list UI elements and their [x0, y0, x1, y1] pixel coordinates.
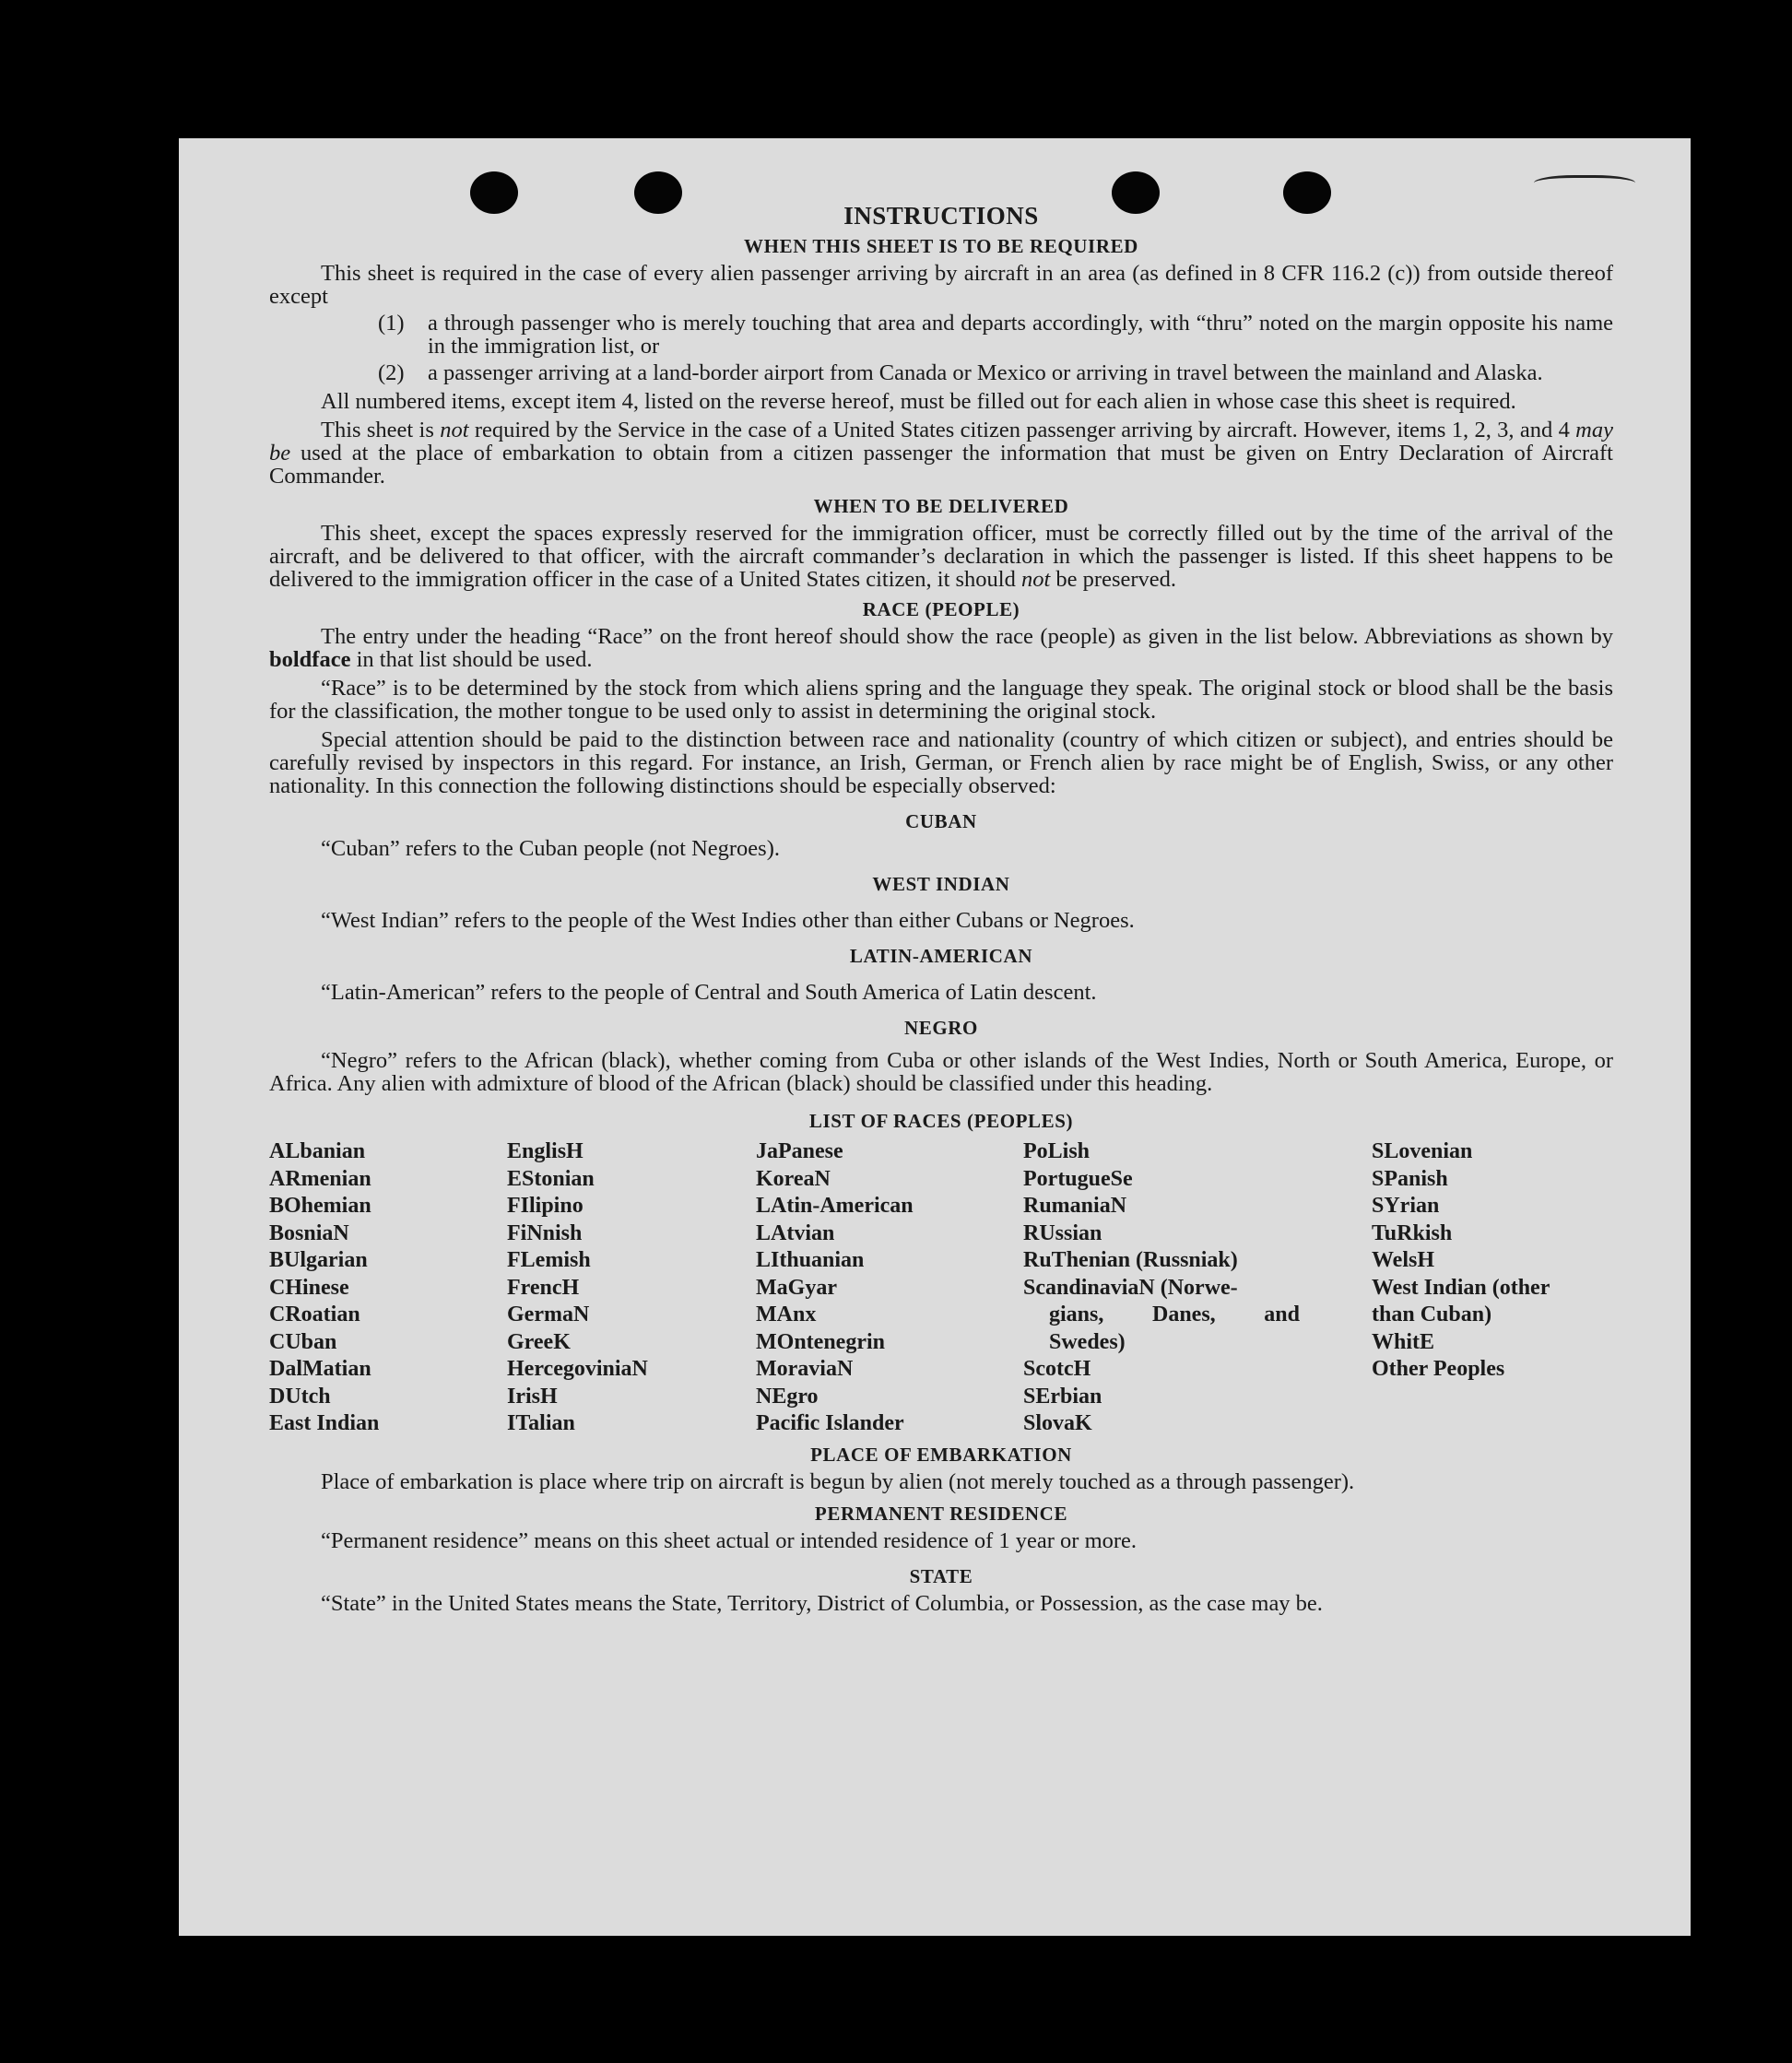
- heading-race: RACE (PEOPLE): [862, 598, 1020, 620]
- race-item: FiNnish: [507, 1220, 583, 1245]
- race-item: FLemish: [507, 1248, 591, 1272]
- race-item: ALbanian: [269, 1139, 366, 1163]
- instructions-body: [269, 202, 1613, 1616]
- race-item: ITalian: [507, 1411, 575, 1435]
- text-span: used at the place of embarkation to obtain from a citizen passenger the information that must be given on Entry Declaration of Aircraft Commander.: [269, 441, 1613, 489]
- text-span: The entry under the heading “Race” on the front hereof should show the race (people) as given in the list below. Abbreviations as shown by: [321, 624, 1613, 649]
- race-item: BosniaN: [269, 1220, 349, 1245]
- paragraph: “Negro” refers to the African (black), whether coming from Cuba or other islands of the West Indies, North or South America, Europe, or Africa. Any alien with admixture of blood of the African (black) should be classified under this heading.: [269, 1048, 1613, 1096]
- race-item: CUban: [269, 1329, 337, 1354]
- document-sheet: [179, 138, 1691, 1936]
- heading-west-indian: WEST INDIAN: [872, 873, 1010, 895]
- race-item: SErbian: [1023, 1384, 1102, 1409]
- emphasis: not: [440, 418, 469, 442]
- bold-text: boldface: [269, 647, 351, 672]
- race-column: [756, 1138, 1023, 1438]
- race-item: PortugueSe: [1023, 1166, 1133, 1191]
- race-item: RUssian: [1023, 1220, 1102, 1245]
- text-span: be preserved.: [1050, 567, 1177, 592]
- race-item: SLovenian: [1372, 1139, 1473, 1163]
- text-span: in that list should be used.: [350, 647, 593, 672]
- race-item: MoraviaN: [756, 1357, 854, 1381]
- race-item: SYrian: [1372, 1194, 1440, 1218]
- race-item: LIthuanian: [756, 1248, 865, 1272]
- paragraph: “Permanent residence” means on this sheet actual or intended residence of 1 year or more.: [321, 1527, 1138, 1553]
- heading-negro: NEGRO: [903, 1017, 978, 1039]
- race-item: KoreaN: [756, 1166, 831, 1191]
- race-item: EStonian: [507, 1166, 595, 1191]
- item-number: (2): [378, 360, 405, 385]
- paragraph: All numbered items, except item 4, listed on the reverse hereof, must be filled out for each alien in whose case this sheet is required.: [321, 389, 1516, 414]
- emphasis: may be: [269, 418, 1613, 466]
- race-column: [1372, 1138, 1611, 1438]
- race-item: GermaN: [507, 1303, 590, 1326]
- heading-state: STATE: [909, 1564, 973, 1587]
- race-item: LAtin-American: [756, 1194, 914, 1218]
- heading-embarkation: PLACE OF EMBARKATION: [810, 1443, 1072, 1466]
- race-item: MAnx: [756, 1303, 817, 1326]
- heading-when-delivered: WHEN TO BE DELIVERED: [813, 495, 1069, 517]
- race-item: BUlgarian: [269, 1248, 368, 1272]
- race-item: IrisH: [507, 1384, 558, 1409]
- race-item: NEgro: [756, 1384, 819, 1409]
- race-item: SPanish: [1372, 1166, 1448, 1191]
- item-text: a passenger arriving at a land-border airport from Canada or Mexico or arriving in travel between the mainland and Alaska.: [428, 360, 1543, 385]
- paragraph: “Cuban” refers to the Cuban people (not Negroes).: [321, 836, 780, 861]
- text-span: required by the Service in the case of a United States citizen passenger arriving by aircraft. However, items 1, 2, 3, and 4: [468, 418, 1576, 442]
- race-column: [507, 1138, 756, 1438]
- race-item: CRoatian: [269, 1303, 360, 1326]
- emphasis: not: [1020, 567, 1051, 592]
- race-item: SlovaK: [1023, 1411, 1092, 1435]
- heading-latin-american: LATIN-AMERICAN: [849, 945, 1033, 967]
- paragraph: “Latin-American” refers to the people of Central and South America of Latin descent.: [321, 980, 1097, 1005]
- paragraph: [269, 418, 1613, 488]
- race-item: Other Peoples: [1372, 1357, 1505, 1381]
- paragraph: “State” in the United States means the State, Territory, District of Columbia, or Possession, as the case may be.: [321, 1590, 1323, 1616]
- race-item: RumaniaN: [1023, 1194, 1127, 1218]
- item-text: a through passenger who is merely touching that area and departs accordingly, with “thru” noted on the margin opposite his name in the immigration list, or: [428, 311, 1613, 359]
- text-span: This sheet, except the spaces expressly reserved for the immigration officer, must be correctly filled out by the time of the arrival of the aircraft, and be delivered to that officer, with the aircraft commander’s declaration in which the passenger is listed. If this sheet happens to be delivered to the immigration officer in the case of a United States citizen, it should: [269, 521, 1613, 592]
- race-item: BOhemian: [269, 1194, 371, 1218]
- paragraph: [269, 625, 1613, 671]
- exception-item-2: [378, 361, 1613, 384]
- race-item: WhitE: [1372, 1329, 1435, 1354]
- race-item-continuation: Swedes): [1049, 1329, 1126, 1354]
- heading-list-of-races: LIST OF RACES (PEOPLES): [808, 1110, 1074, 1132]
- race-item: MOntenegrin: [756, 1329, 885, 1354]
- race-item: DUtch: [269, 1384, 331, 1409]
- race-item: MaGyar: [756, 1275, 837, 1300]
- heading-when-required: WHEN THIS SHEET IS TO BE REQUIRED: [744, 235, 1138, 257]
- race-item: GreeK: [507, 1329, 571, 1354]
- item-number: (1): [378, 311, 405, 336]
- race-item: LAtvian: [756, 1220, 835, 1245]
- paragraph: “West Indian” refers to the people of the West Indies other than either Cubans or Negroes.: [321, 908, 1135, 933]
- page-title: INSTRUCTIONS: [843, 202, 1039, 230]
- race-item: DalMatian: [269, 1357, 371, 1381]
- paragraph: Place of embarkation is place where trip on aircraft is begun by alien (not merely touched as a through passenger).: [321, 1468, 1355, 1494]
- race-item: East Indian: [269, 1411, 380, 1435]
- race-item: ARmenian: [269, 1166, 371, 1191]
- exception-item-1: [378, 312, 1613, 358]
- race-item-continuation: gians, Danes, and: [1049, 1303, 1300, 1326]
- heading-permanent-residence: PERMANENT RESIDENCE: [814, 1502, 1068, 1525]
- paragraph: “Race” is to be determined by the stock from which aliens spring and the language they speak. The original stock or blood shall be the basis for the classification, the mother tongue to be used only to assist in determining the original stock.: [269, 676, 1613, 724]
- race-item: EnglisH: [507, 1139, 584, 1163]
- race-column: [269, 1138, 507, 1438]
- race-item: Pacific Islander: [756, 1411, 904, 1435]
- race-column: [1023, 1138, 1300, 1438]
- race-item-continuation: than Cuban): [1372, 1303, 1492, 1326]
- race-item: RuThenian (Russniak): [1023, 1248, 1238, 1272]
- race-list: [269, 1138, 1613, 1438]
- race-item: HercegoviniaN: [507, 1357, 648, 1381]
- paragraph: [269, 522, 1613, 591]
- race-item: ScandinaviaN (Norwe-: [1023, 1275, 1238, 1300]
- text-span: This sheet is: [321, 418, 441, 442]
- paragraph: This sheet is required in the case of every alien passenger arriving by aircraft in an area (as defined in 8 CFR 116.2 (c)) from outside thereof except: [269, 261, 1613, 309]
- race-item: West Indian (other: [1372, 1275, 1550, 1300]
- race-item: PoLish: [1023, 1139, 1091, 1163]
- race-item: FrencH: [507, 1275, 580, 1300]
- race-item: JaPanese: [756, 1139, 843, 1163]
- race-item: WelsH: [1372, 1248, 1435, 1272]
- heading-cuban: CUBAN: [905, 810, 977, 832]
- race-item: TuRkish: [1372, 1220, 1453, 1245]
- race-item: CHinese: [269, 1275, 349, 1300]
- ink-mark: [1534, 175, 1635, 195]
- paragraph: Special attention should be paid to the distinction between race and nationality (country of which citizen or subject), and entries should be carefully revised by inspectors in this regard. For instance, an Irish, German, or French alien by race might be of English, Swiss, or any other nationality. In this connection the following distinctions should be especially observed:: [269, 727, 1613, 798]
- race-item: FIlipino: [507, 1194, 584, 1218]
- race-item: ScotcH: [1023, 1357, 1091, 1381]
